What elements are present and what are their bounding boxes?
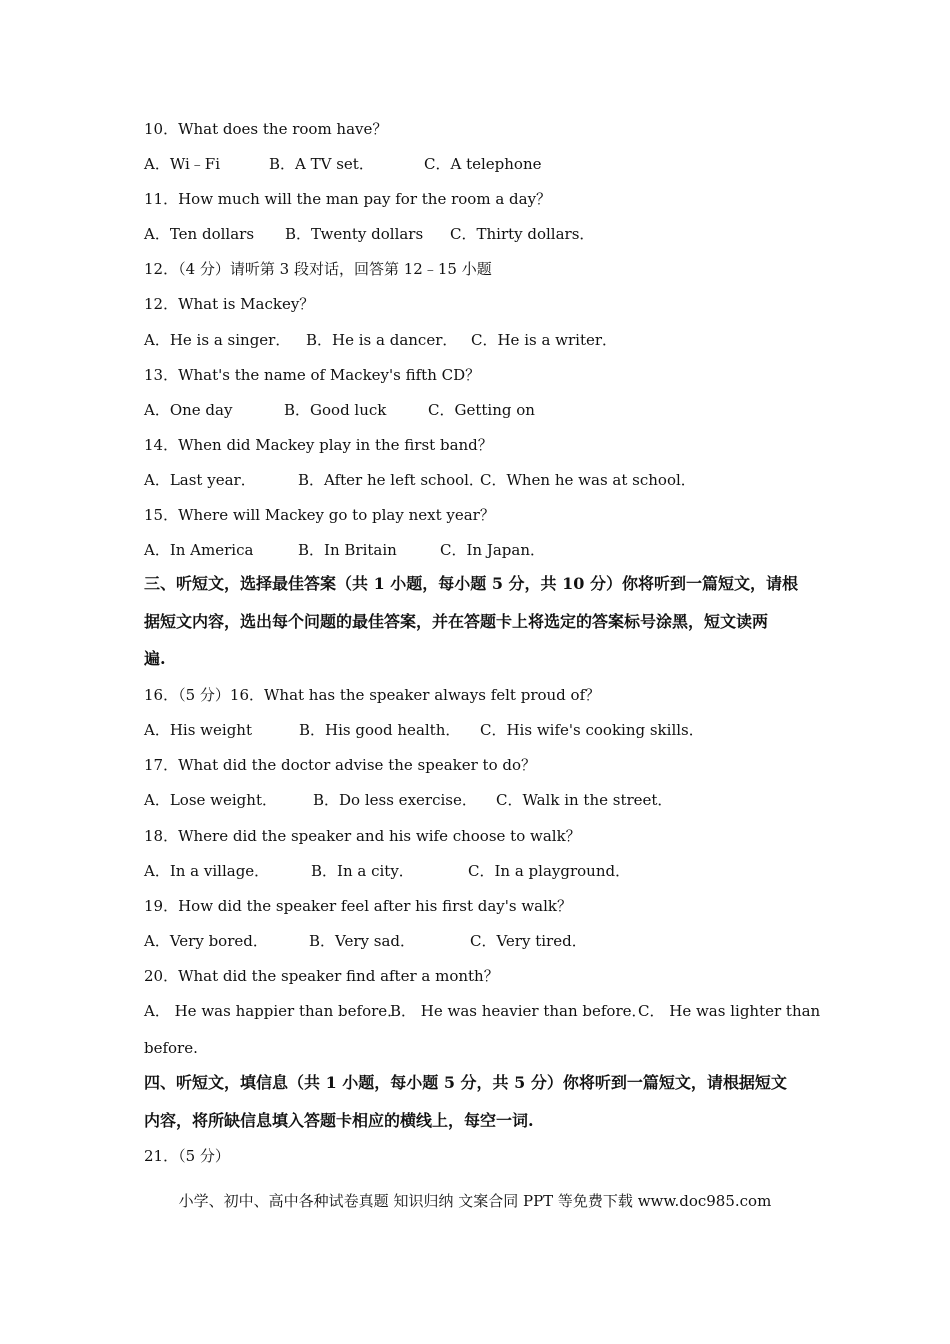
option-a: A．Ten dollars xyxy=(144,225,255,243)
question-10: 10．What does the room have？ xyxy=(144,120,388,138)
section-heading-3-line2: 据短文内容，选出每个问题的最佳答案，并在答题卡上将选定的答案标号涂黑，短文读两 xyxy=(144,612,769,631)
option-a: A．Last year． xyxy=(144,471,256,489)
option-a: A． He was happier than before． xyxy=(144,1002,403,1020)
option-c: C． He was lighter than xyxy=(638,1002,821,1020)
option-c: C．Getting on xyxy=(428,401,535,419)
option-b: B． He was heavier than before． xyxy=(390,1002,647,1020)
question-12: 12．What is Mackey？ xyxy=(144,295,315,313)
question-17: 17．What did the doctor advise the speaker to do？ xyxy=(144,756,537,774)
question-16: 16．（5 分）16．What has the speaker always felt proud of？ xyxy=(144,686,601,704)
option-b: B．In a city． xyxy=(311,862,414,880)
option-c: C．A telephone xyxy=(424,155,542,173)
section-heading-3-line3: 遍. xyxy=(144,649,166,668)
option-b: B．Twenty dollars xyxy=(285,225,424,243)
options-20-continuation: before. xyxy=(144,1039,198,1057)
option-b: B．After he left school． xyxy=(298,471,484,489)
question-20: 20．What did the speaker find after a month？ xyxy=(144,967,499,985)
option-c: C．Walk in the street． xyxy=(496,791,673,809)
section-heading-4-line2: 内容，将所缺信息填入答题卡相应的横线上，每空一词. xyxy=(144,1111,534,1130)
question-15: 15．Where will Mackey go to play next year？ xyxy=(144,506,495,524)
option-c: C．Very tired． xyxy=(470,932,587,950)
question-13: 13．What's the name of Mackey's fifth CD？ xyxy=(144,366,481,384)
option-b: B．Very sad． xyxy=(309,932,416,950)
option-c: C．His wife's cooking skills． xyxy=(480,721,704,739)
option-c: C．In a playground． xyxy=(468,862,631,880)
option-b: B．He is a dancer． xyxy=(306,331,458,349)
option-a: A．Lose weight． xyxy=(144,791,277,809)
question-11: 11．How much will the man pay for the room a day？ xyxy=(144,190,552,208)
option-a: A．One day xyxy=(144,401,233,419)
section-heading-3: 三、听短文，选择最佳答案（共 1 小题，每小题 5 分，共 10 分）你将听到一篇短文，请根 xyxy=(144,574,798,593)
option-b: B．His good health． xyxy=(299,721,461,739)
option-a: A．Wi﹣Fi xyxy=(144,155,220,173)
option-c: C．He is a writer． xyxy=(471,331,618,349)
option-a: A．In America xyxy=(144,541,254,559)
option-b: B．Good luck xyxy=(284,401,387,419)
option-b: B．A TV set． xyxy=(269,155,374,173)
question-18: 18．Where did the speaker and his wife choose to walk？ xyxy=(144,827,581,845)
option-c: C．In Japan． xyxy=(440,541,545,559)
option-a: A．He is a singer． xyxy=(144,331,291,349)
option-c: C．Thirty dollars． xyxy=(450,225,595,243)
option-c: C．When he was at school． xyxy=(480,471,696,489)
option-a: A．In a village． xyxy=(144,862,270,880)
option-a: A．Very bored． xyxy=(144,932,268,950)
question-14: 14．When did Mackey play in the first band？ xyxy=(144,436,493,454)
option-b: B．In Britain xyxy=(298,541,397,559)
question-21: 21．（5 分） xyxy=(144,1147,230,1165)
question-19: 19．How did the speaker feel after his first day's walk？ xyxy=(144,897,573,915)
option-b: B．Do less exercise． xyxy=(313,791,477,809)
page-footer: 小学、初中、高中各种试卷真题 知识归纳 文案合同 PPT 等免费下载 www.doc985.com xyxy=(178,1192,772,1210)
section-heading-4: 四、听短文，填信息（共 1 小题，每小题 5 分，共 5 分）你将听到一篇短文，请根据短文 xyxy=(144,1073,787,1092)
option-a: A．His weight xyxy=(144,721,252,739)
section-instruction-12: 12．（4 分）请听第 3 段对话，回答第 12﹣15 小题 xyxy=(144,260,492,278)
